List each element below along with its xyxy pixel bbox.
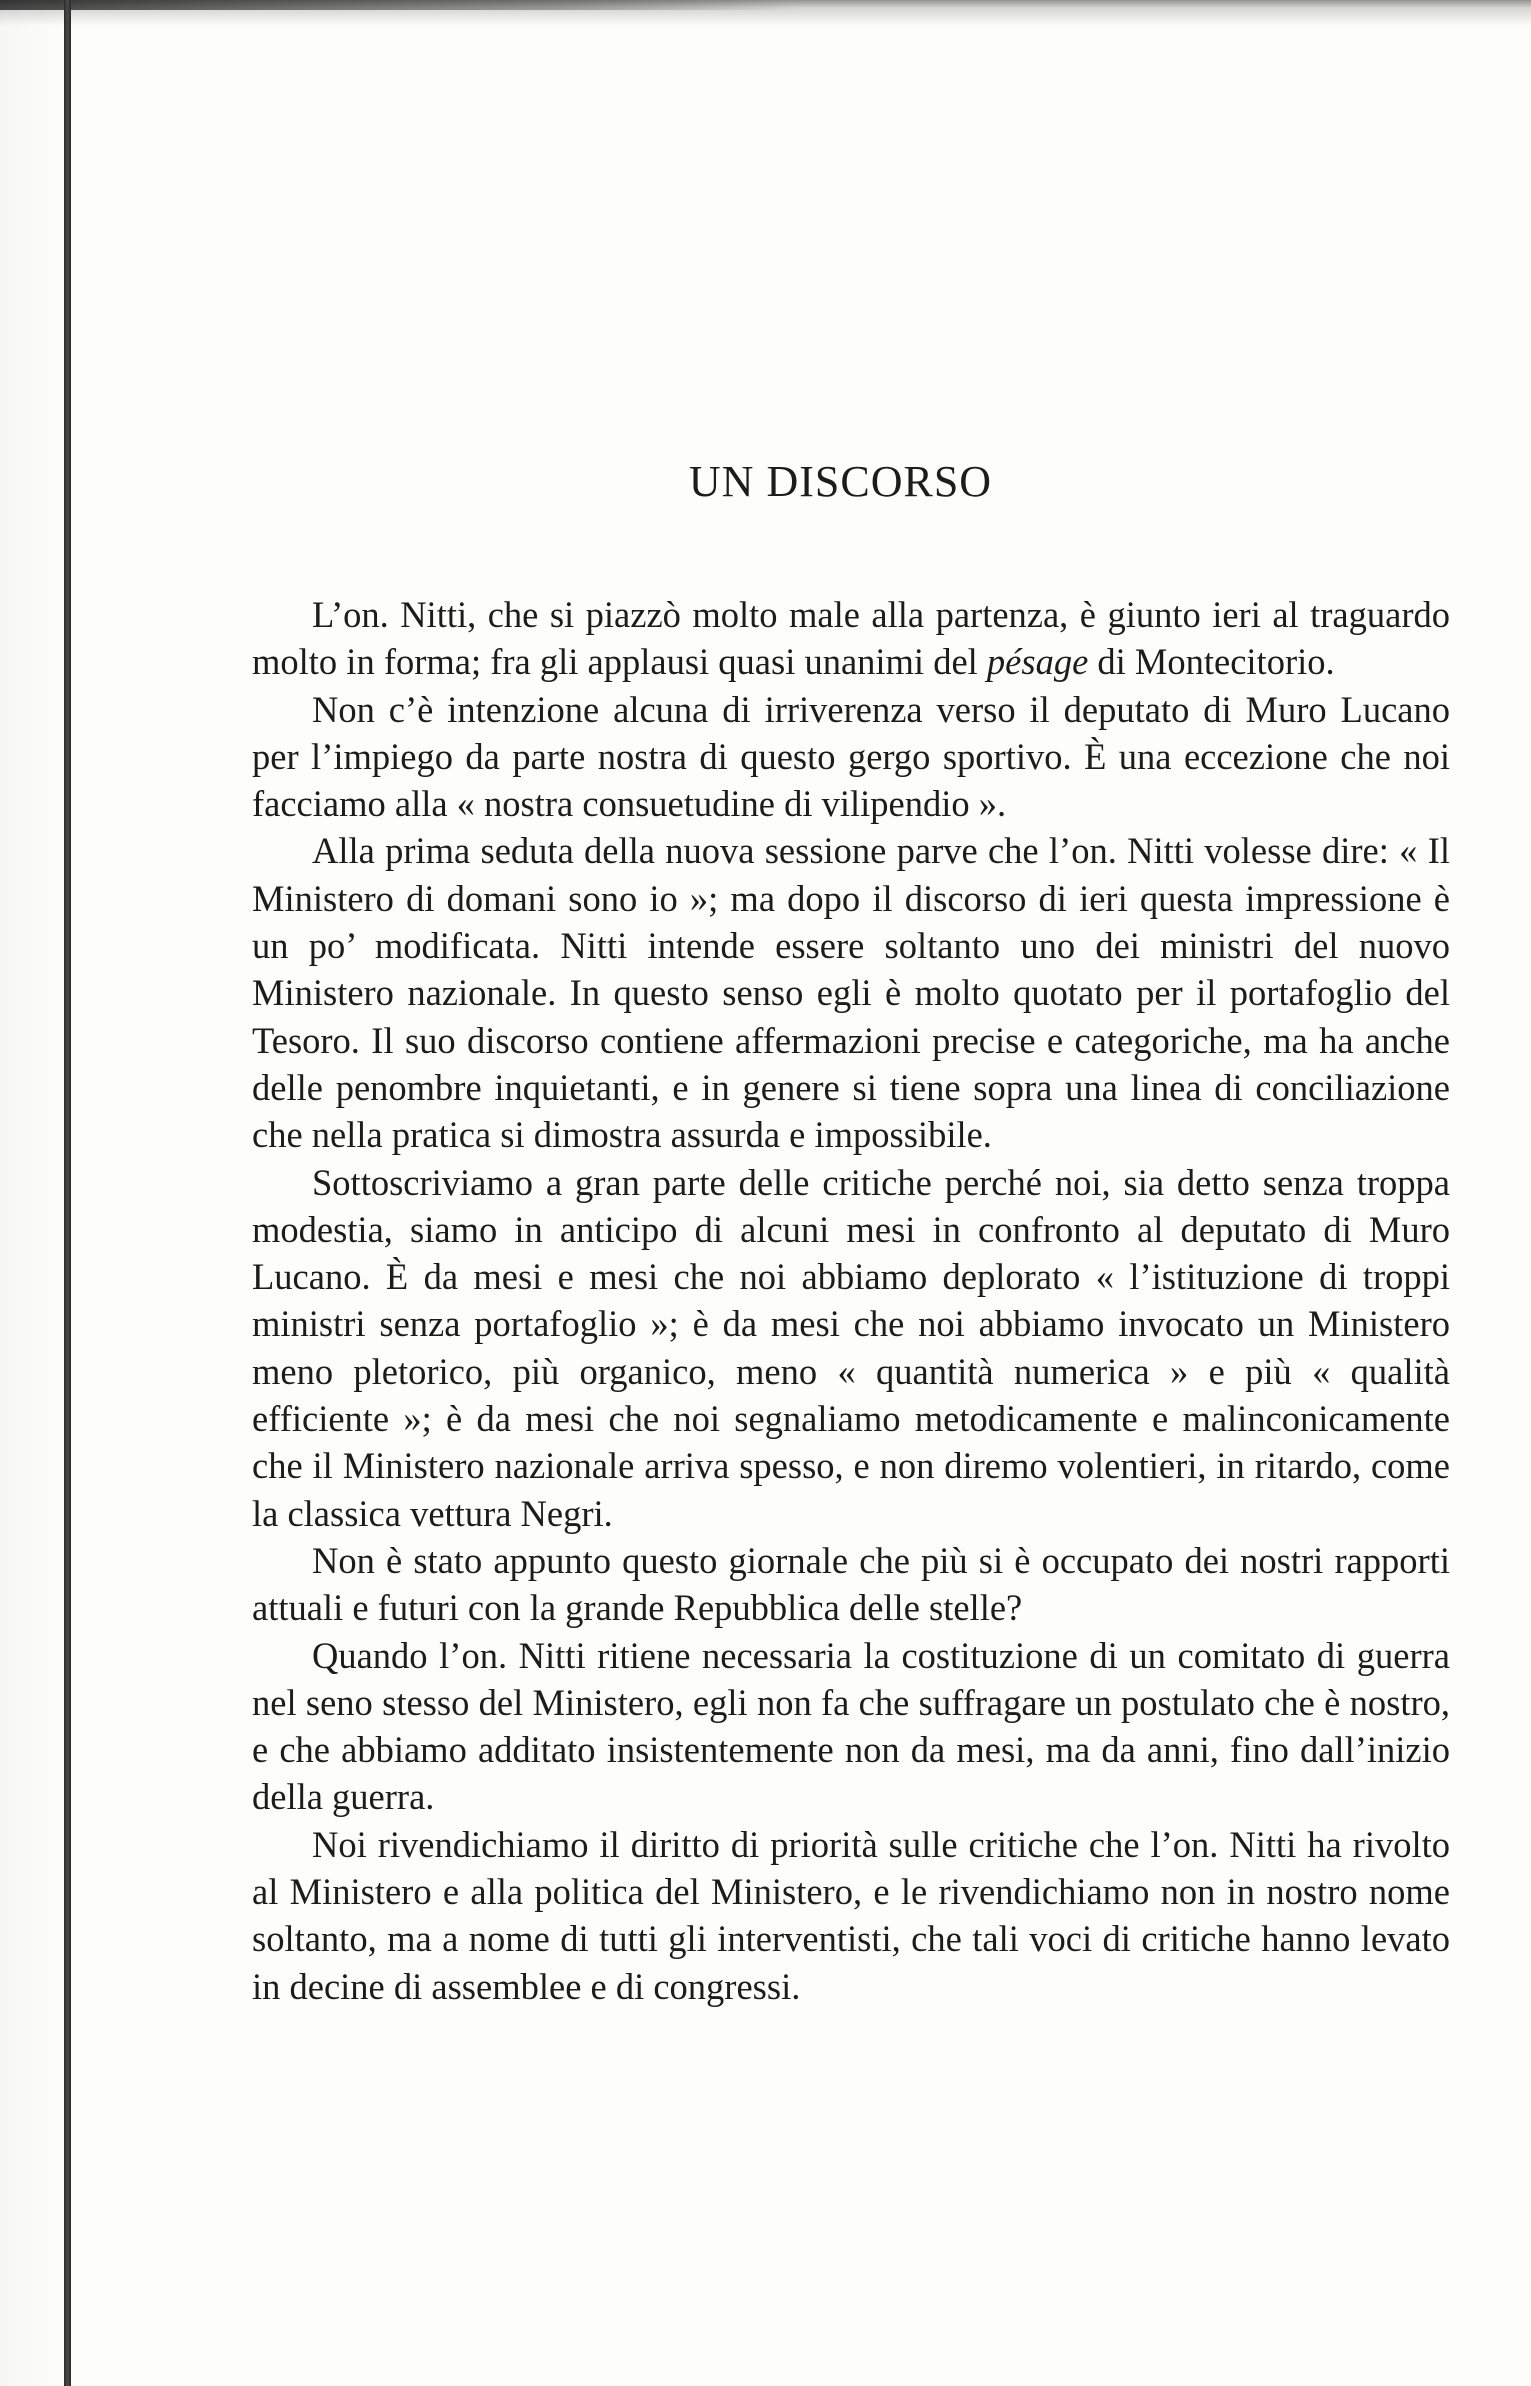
paragraph-2: Non c’è intenzione alcuna di irriverenza verso il deputato di Muro Lucano per l’impiego da parte nostra di questo gergo sportivo. È una eccezione che noi facciamo alla « nostra consuetudine di vilipendio ». xyxy=(252,688,1450,825)
paragraph-3: Alla prima seduta della nuova sessione parve che l’on. Nitti volesse dire: « Il Ministero di domani sono io »; ma dopo il discorso di ieri questa impressione è un po’ modificata. Nitti intende essere soltanto uno dei ministri del nuovo Ministero nazionale. In questo senso egli è molto quotato per il portafoglio del Tesoro. Il suo discorso contiene affermazioni precise e categoriche, ma ha anche delle penombre inquietanti, e in genere si tiene sopra una linea di conciliazione che nella pratica si dimostra assurda e impossibile. xyxy=(252,830,1450,1156)
paragraph-1-text-after: di Montecitorio. xyxy=(1088,641,1335,683)
page-title: UN DISCORSO xyxy=(688,457,993,506)
paragraph-6: Quando l’on. Nitti ritiene necessaria la costituzione di un comitato di guerra nel seno stesso del Ministero, egli non fa che suffragare un postulato che è nostro, e che abbiamo additato insistentemente non da mesi, ma da anni, fino dall’inizio della guerra. xyxy=(252,1634,1450,1818)
article-body xyxy=(252,591,1450,2010)
page-binding-shadow xyxy=(0,0,64,2386)
paragraph-1-emphasis: pésage xyxy=(986,641,1089,683)
page-binding-line xyxy=(64,0,71,2386)
page-top-edge-dark-band xyxy=(0,0,800,10)
paragraph-5: Non è stato appunto questo giornale che più si è occupato dei nostri rapporti attuali e futuri con la grande Repubblica delle stelle? xyxy=(252,1539,1450,1629)
paragraph-1-text-before: L’on. Nitti, che si piazzò molto male alla partenza, è giunto ieri al traguardo molto in forma; fra gli applausi quasi unanimi del xyxy=(252,594,1450,683)
paragraph-4: Sottoscriviamo a gran parte delle critiche perché noi, sia detto senza troppa modestia, siamo in anticipo di alcuni mesi in confronto al deputato di Muro Lucano. È da mesi e mesi che noi abbiamo deplorato « l’istituzione di troppi ministri senza portafoglio »; è da mesi che noi abbiamo invocato un Ministero meno pletorico, più organico, meno « quantità numerica » e più « qualità efficiente »; è da mesi che noi segnaliamo metodicamente e malinconicamente che il Ministero nazionale arriva spesso, e non diremo volentieri, in ritardo, come la classica vettura Negri. xyxy=(252,1161,1450,1534)
paragraph-7: Noi rivendichiamo il diritto di priorità sulle critiche che l’on. Nitti ha rivolto al Ministero e alla politica del Ministero, e le rivendichiamo non in nostro nome soltanto, ma a nome di tutti gli interventisti, che tali voci di critiche hanno levato in decine di assemblee e di congressi. xyxy=(252,1823,1450,2007)
paragraph-1 xyxy=(252,591,1450,686)
